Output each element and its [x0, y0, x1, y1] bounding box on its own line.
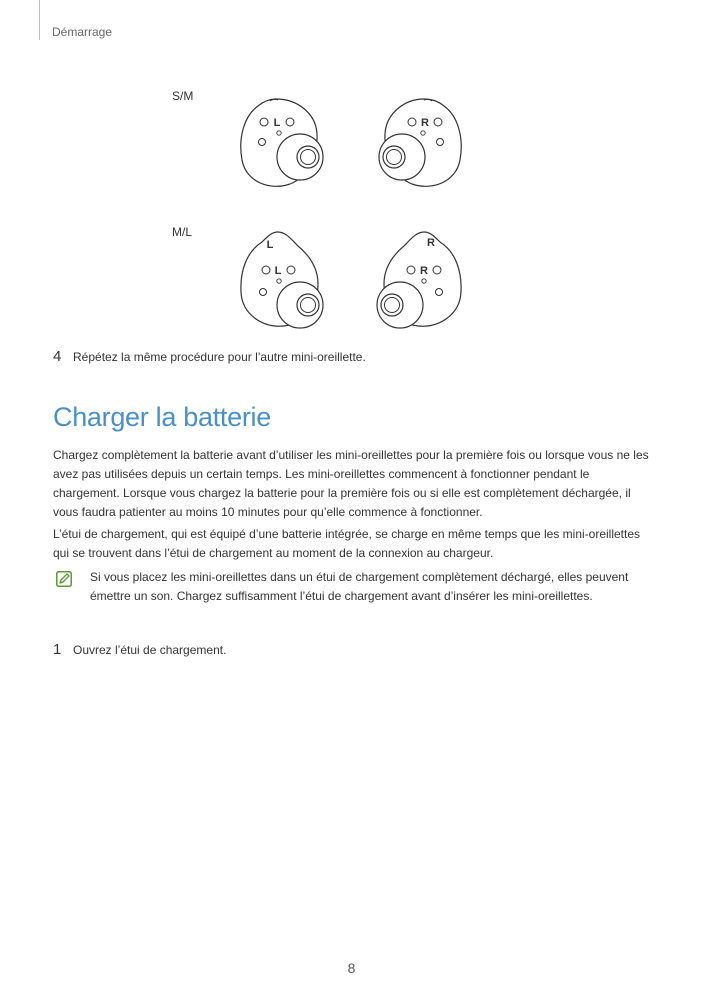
step-1 [53, 641, 226, 658]
step-4-number: 4 [53, 348, 62, 365]
earbud-right-sm [378, 96, 464, 188]
page-number: 8 [347, 960, 356, 976]
size-label-ml: M/L [172, 225, 193, 239]
left-wing-marker-ml: L [266, 239, 274, 251]
header-rule [39, 0, 40, 40]
left-marker-ml: L [274, 265, 282, 277]
section-title: Charger la batterie [53, 402, 271, 432]
paragraph-1: Chargez complètement la batterie avant d’utiliser les mini-oreillettes pour la première fois ou lorsque vous ne les avez pas utilisées depuis un certain temps. Les mini-oreillettes commencent à fonctionner pendant le chargement. Lorsque vous chargez la batterie pour la première fois ou si elle est complètement déchargée, il vous faudra patienter au moins 10 minutes pour qu’elle commence à fonctionner. [53, 448, 649, 519]
left-marker-sm: L [273, 117, 281, 129]
step-1-number: 1 [53, 641, 62, 658]
earbud-right-ml [376, 228, 464, 330]
header-section-label: Démarrage [52, 25, 113, 39]
earbud-left-sm [238, 96, 320, 188]
paragraph-2: L’étui de chargement, qui est équipé d’une batterie intégrée, se charge en même temps que les mini-oreillettes qui se trouvent dans l’étui de chargement au moment de la connexion au chargeur. [53, 527, 641, 560]
size-label-sm: S/M [172, 89, 194, 103]
step-1-text: Ouvrez l’étui de chargement. [73, 643, 227, 657]
note-pencil-icon [56, 571, 72, 587]
right-wing-marker-ml: R [427, 237, 435, 249]
step-4 [53, 348, 366, 365]
right-marker-ml: R [420, 265, 428, 277]
step-4-text: Répétez la même procédure pour l’autre mini-oreillette. [73, 350, 366, 364]
right-marker-sm: R [421, 117, 429, 129]
note-text: Si vous placez les mini-oreillettes dans un étui de chargement complètement déchargé, elles peuvent émettre un son. Chargez suffisamment l’étui de chargement avant d’insérer les mini-oreillettes. [90, 570, 629, 603]
earbud-left-ml [238, 228, 322, 330]
